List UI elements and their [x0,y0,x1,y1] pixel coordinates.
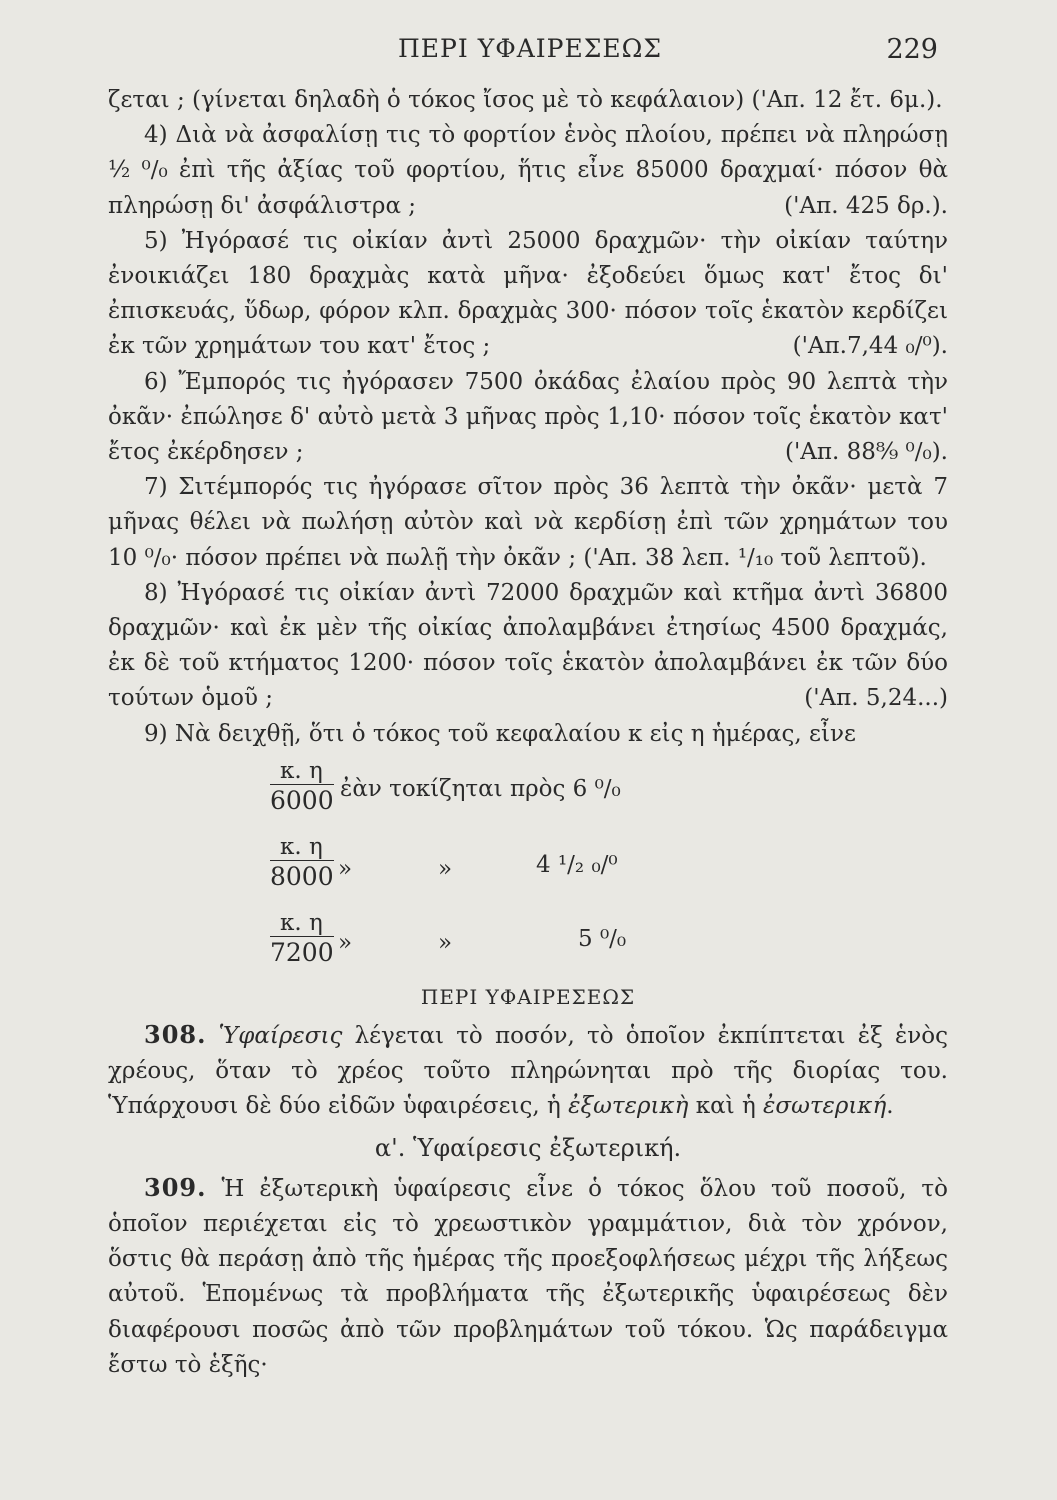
page-body [108,83,948,1383]
subsection-title: α'. Ὑφαίρεσις ἐξωτερική. [374,1133,682,1162]
problem-8-answer: ('Απ. 5,24...) [804,685,948,712]
problem-4-answer: ('Απ. 425 δρ.). [784,192,948,219]
problem-5-text: 5) Ἠγόρασέ τις οἰκίαν ἀντὶ 25000 δραχμῶν· τὴν οἰκίαν ταύτην ἐνοικιάζει 180 δραχμὰς κατὰ μῆνα· ἐξοδεύει ὅμως κατ' ἔτος δι' ἐπισκευάς, ὕδωρ, φόρον κλπ. δραχμὰς 300· πόσον τοῖς ἑκατὸν κερδίζει ἐκ τῶν χρημάτων του κατ' ἔτος ; [108,227,948,360]
problem-7: 7) Σιτέμπορός τις ἠγόρασε σῖτον πρὸς 36 λεπτὰ τὴν ὀκᾶν· μετὰ 7 μῆνας θέλει νὰ πωλήσῃ αὐτὸν καὶ νὰ κερδίσῃ ἐπὶ τῶν χρημάτων του 10 ⁰/₀· πόσον πρέπει νὰ πωλῇ τὴν ὀκᾶν ; ('Απ. 38 λεπ. ¹/₁₀ τοῦ λεπτοῦ). [108,474,948,571]
formula-2-ditto-1: » [338,855,353,882]
fraction-3-denominator: 7200 [270,937,334,967]
paragraph-308-number: 308. [144,1020,207,1050]
page-number: 229 [886,34,938,65]
paragraph-308 [108,1017,948,1125]
problem-5-answer: ('Απ.7,44 ₀/⁰). [792,333,948,360]
formula-3-ditto-2: » [438,929,453,956]
formula-block [108,758,948,978]
paragraph-309 [108,1170,948,1383]
problem-4 [108,118,948,224]
paragraph-308-text-2: καὶ ἡ [688,1093,764,1120]
problem-4-text: 4) Διὰ νὰ ἀσφαλίσῃ τις τὸ φορτίον ἑνὸς πλοίου, πρέπει νὰ πληρώσῃ ½ ⁰/₀ ἐπὶ τῆς ἀξίας τοῦ φορτίου, ἥτις εἶνε 85000 δραχμαί· πόσον θὰ πληρώσῃ δι' ἀσφάλιστρα ; [108,122,948,219]
term-esoteriki: ἐσωτερική [763,1093,887,1120]
fraction-2-denominator: 8000 [270,861,334,891]
fraction-1-denominator: 6000 [270,785,334,815]
problem-8-text: 8) Ἠγόρασέ τις οἰκίαν ἀντὶ 72000 δραχμῶν καὶ κτῆμα ἀντὶ 36800 δραχμῶν· καὶ ἐκ μὲν τῆς οἰκίας ἀπολαμβάνει ἐτησίως 4500 δραχμάς, ἐκ δὲ τοῦ κτήματος 1200· πόσον τοῖς ἑκατὸν ἀπολαμβάνει ἐκ τῶν δύο τούτων ὁμοῦ ; [108,579,948,712]
problem-6-answer: ('Απ. 88⁸⁄₉ ⁰/₀). [785,439,948,466]
fraction-1 [270,758,334,815]
problem-6 [108,365,948,471]
fraction-2-numerator: κ. η [280,833,323,860]
problem-8 [108,576,948,717]
term-yfairesis: Ὑφαίρεσις [218,1023,343,1050]
paragraph-308-text-3: . [886,1093,894,1120]
term-exoteriki: ἐξωτερικὴ [568,1093,689,1120]
problem-5 [108,224,948,365]
fraction-1-numerator: κ. η [280,757,323,784]
fraction-2 [270,834,334,891]
paragraph-309-number: 309. [144,1172,207,1202]
formula-1-text: ἐὰν τοκίζηται πρὸς 6 ⁰/₀ [340,775,621,802]
formula-3-ditto-1: » [338,929,353,956]
paragraph-309-text: Ἡ ἐξωτερικὴ ὑφαίρεσις εἶνε ὁ τόκος ὅλου τοῦ ποσοῦ, τὸ ὁποῖον περιέχεται εἰς τὸ χρεωστικὸν γραμμάτιον, διὰ τὸν χρόνον, ὅστις θὰ περάσῃ ἀπὸ τῆς ἡμέρας τῆς προεξοφλήσεως μέχρι τῆς λήξεως αὐτοῦ. Ἑπομένως τὰ προβλήματα τῆς ἐξωτερικῆς ὑφαιρέσεως δὲν διαφέρουσι ποσῶς ἀπὸ τῶν προβλημάτων τοῦ τόκου. Ὡς παράδειγμα ἔστω τὸ ἑξῆς· [108,1175,948,1378]
problem-9: 9) Νὰ δειχθῇ, ὅτι ὁ τόκος τοῦ κεφαλαίου κ εἰς η ἡμέρας, εἶνε [144,720,856,747]
paragraph-continuation: ζεται ; (γίνεται δηλαδὴ ὁ τόκος ἴσος μὲ τὸ κεφάλαιον) ('Απ. 12 ἔτ. 6μ.). [108,87,943,113]
formula-2-ditto-2: » [438,855,453,882]
problem-6-text: 6) Ἔμπορός τις ἠγόρασεν 7500 ὀκάδας ἐλαίου πρὸς 90 λεπτὰ τὴν ὀκᾶν· ἐπώλησε δ' αὐτὸ μετὰ 3 μῆνας πρὸς 1,10· πόσον τοῖς ἑκατὸν κατ' ἔτος ἐκέρδησεν ; [108,368,948,466]
fraction-3 [270,910,334,967]
section-title: ΠΕΡΙ ΥΦΑΙΡΕΣΕΩΣ [420,984,636,1009]
fraction-3-numerator: κ. η [280,909,323,936]
running-title: ΠΕΡΙ ΥΦΑΙΡΕΣΕΩΣ [398,34,663,63]
page-header [108,30,938,70]
paragraph-308-text-1: λέγεται τὸ ποσόν, τὸ ὁποῖον ἐκπίπτεται ἐξ ἑνὸς χρέους, ὅταν τὸ χρέος τοῦτο πληρώνηται πρὸ τῆς διορίας του. Ὑπάρχουσι δὲ δύο εἰδῶν ὑφαιρέσεις, ἡ [108,1023,949,1120]
formula-3-rate: 5 ⁰/₀ [578,925,627,952]
formula-2-rate: 4 ¹/₂ ₀/⁰ [536,851,618,878]
